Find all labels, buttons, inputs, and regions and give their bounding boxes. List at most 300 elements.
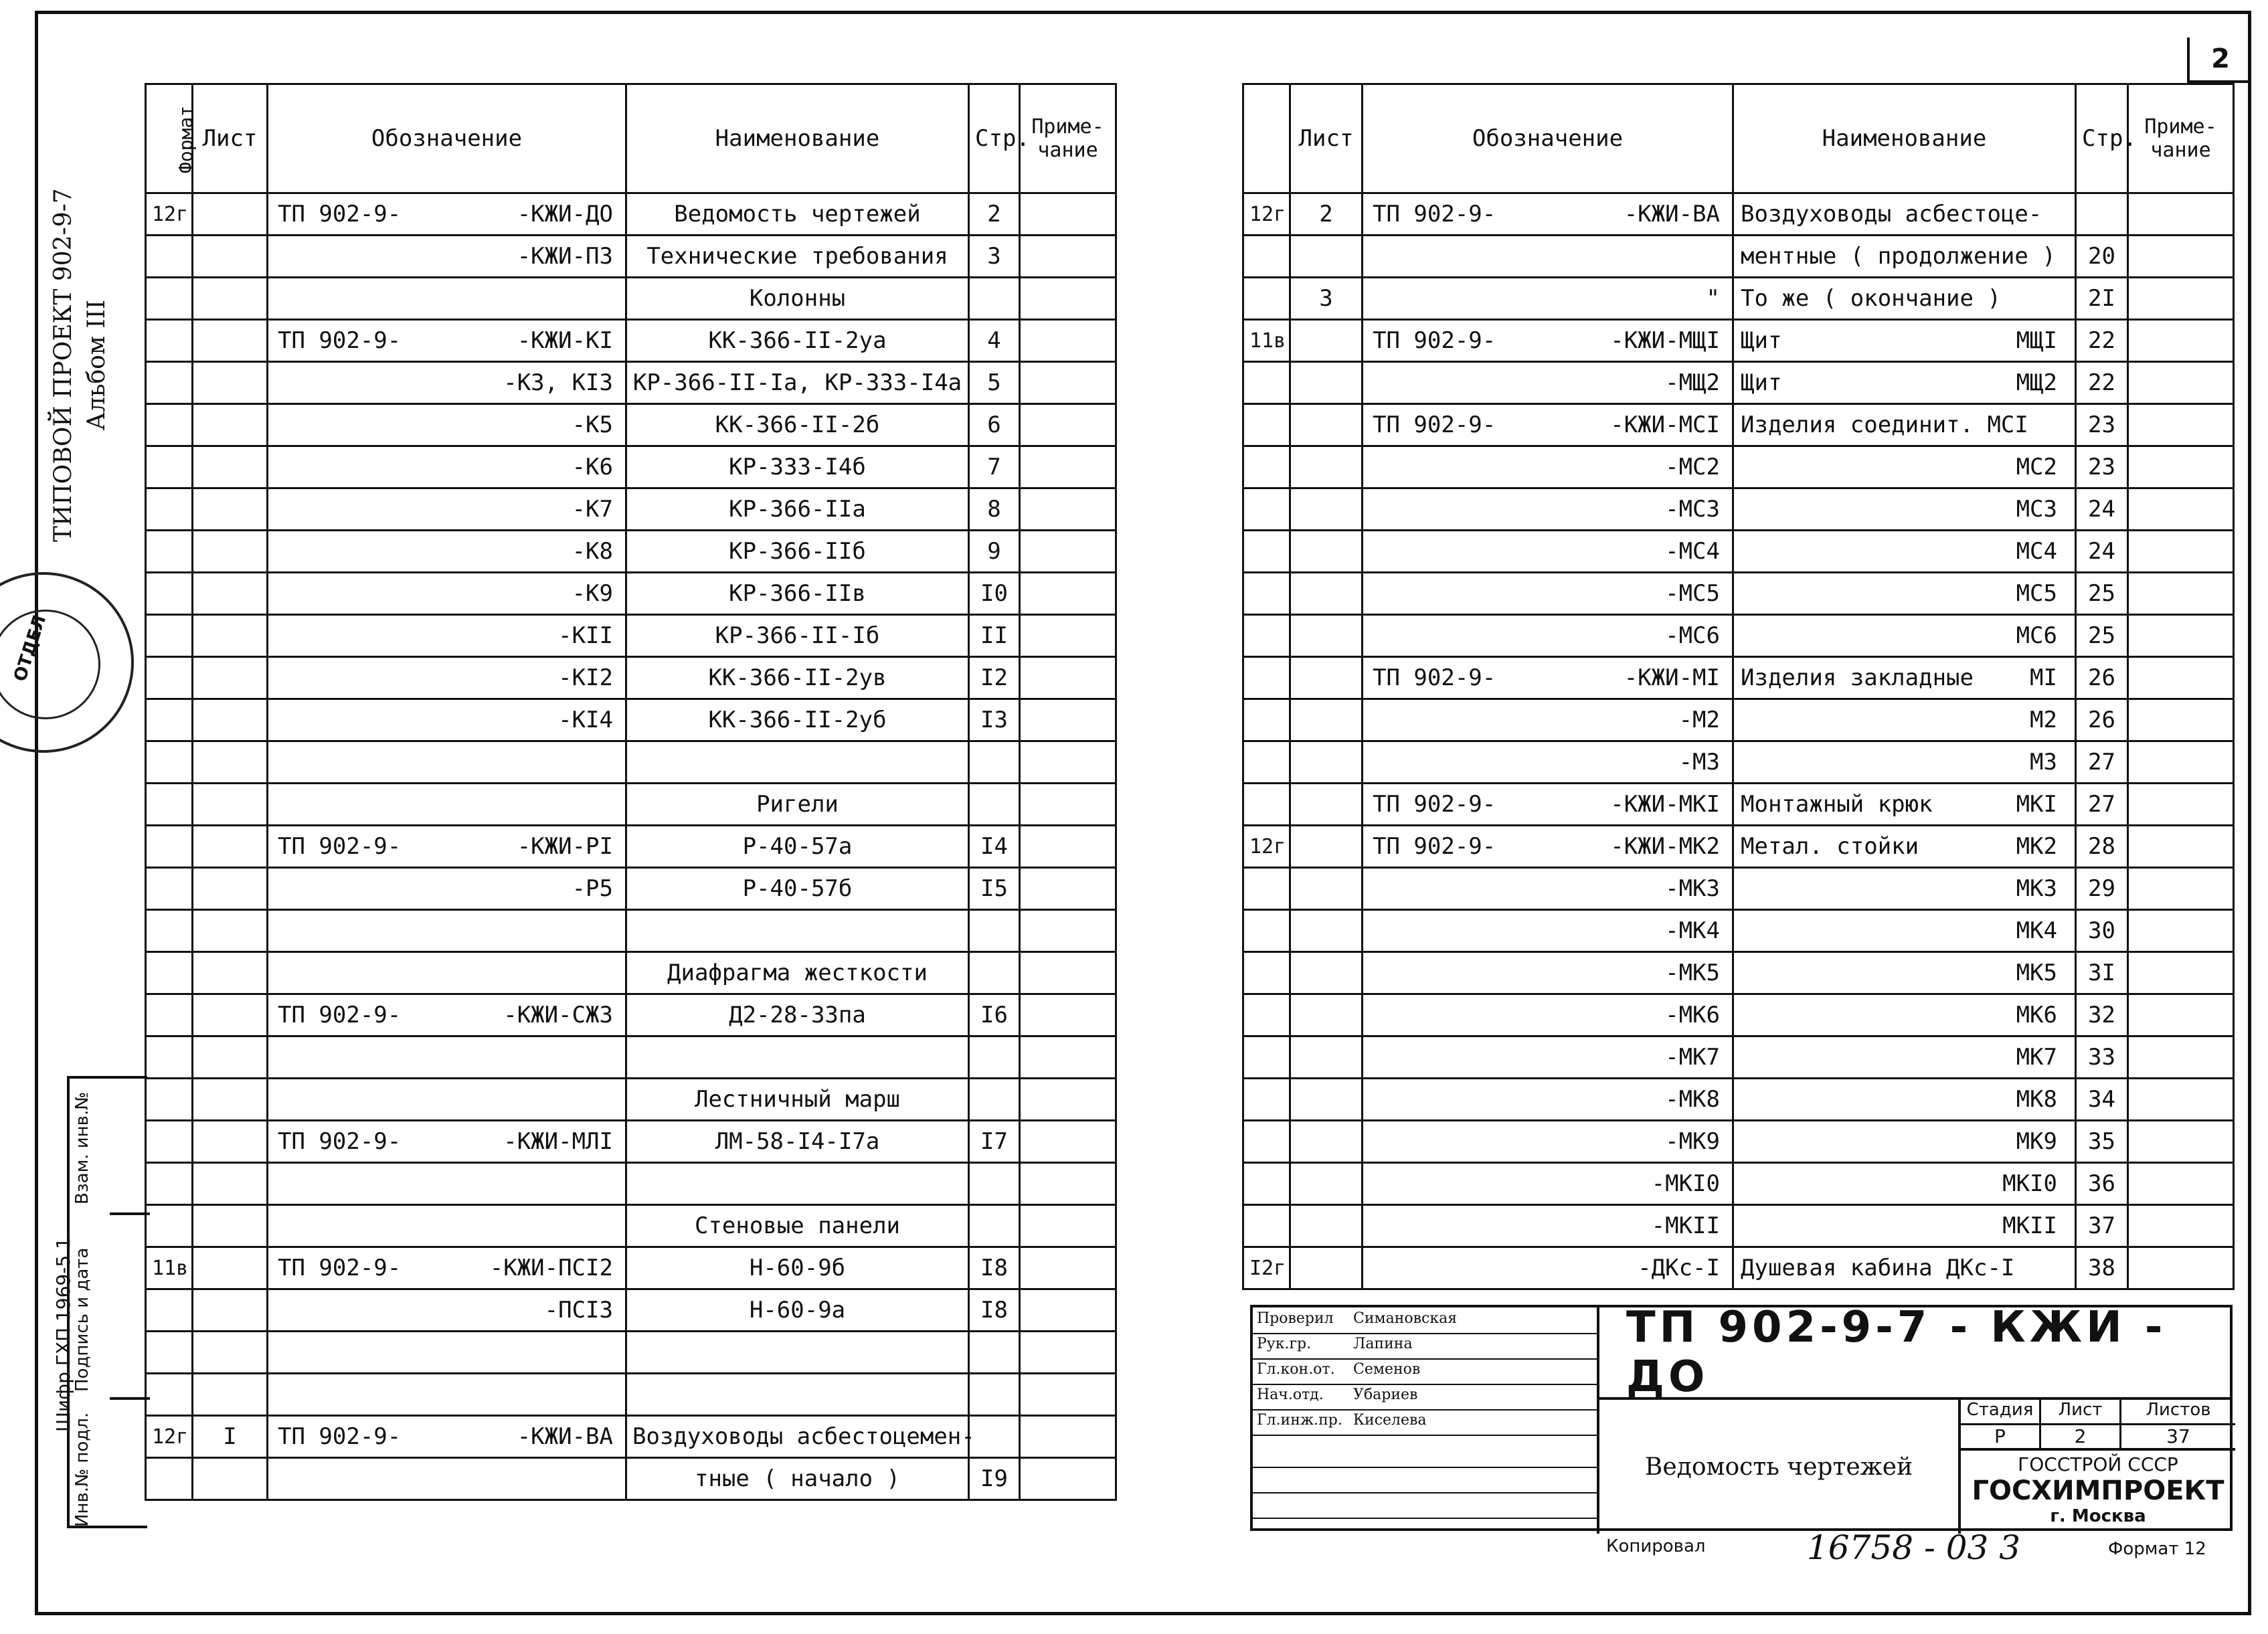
format-cell: I2г — [1243, 1247, 1290, 1289]
list-cell — [193, 320, 268, 362]
oboz-cell — [1363, 994, 1733, 1036]
note-cell — [1020, 1416, 1116, 1458]
note-cell — [2128, 1205, 2234, 1247]
table-row — [146, 278, 1116, 320]
format-cell: 12г — [146, 193, 193, 236]
list-cell — [1290, 657, 1363, 699]
list-cell — [1290, 1036, 1363, 1079]
table-row — [146, 1121, 1116, 1163]
oboz-header: Обозначение — [268, 84, 626, 193]
note-cell — [2128, 1247, 2234, 1289]
list-cell — [1290, 1205, 1363, 1247]
page-cell — [969, 278, 1020, 320]
page-cell: 28 — [2076, 826, 2128, 868]
note-cell — [1020, 657, 1116, 699]
page-cell: 26 — [2076, 657, 2128, 699]
table-row — [1243, 278, 2234, 320]
naim-text: Метал. стойки — [1741, 833, 1919, 860]
list-cell — [193, 1036, 268, 1079]
format-cell — [146, 1121, 193, 1163]
table-row — [1243, 615, 2234, 657]
format-cell — [1243, 573, 1290, 615]
format-cell — [1243, 741, 1290, 784]
oboz-cell — [1363, 868, 1733, 910]
format-cell — [146, 1374, 193, 1416]
signature-name: Убариев — [1353, 1386, 1418, 1403]
left-table — [145, 83, 1117, 1501]
naim-text: КР-366-IIв — [729, 580, 866, 607]
table-row — [146, 1079, 1116, 1121]
naim-mark: МС3 — [2016, 496, 2057, 523]
naim-text: Р-40-57б — [742, 875, 853, 902]
oboz-cell — [1363, 699, 1733, 741]
note-cell — [2128, 404, 2234, 446]
list-cell — [193, 952, 268, 994]
table-row — [1243, 404, 2234, 446]
left-header-row — [146, 84, 1116, 193]
page-cell: 25 — [2076, 573, 2128, 615]
naim-cell — [1733, 320, 2076, 362]
naim-text: Изделия закладные — [1741, 664, 1974, 691]
signature-name: Семенов — [1353, 1361, 1421, 1378]
oboz-cell — [268, 741, 626, 784]
note-cell — [1020, 741, 1116, 784]
list-cell — [193, 1458, 268, 1500]
oboz-cell — [1363, 741, 1733, 784]
list-header: Лист — [193, 84, 268, 193]
page-cell — [969, 1416, 1020, 1458]
naim-cell — [626, 1121, 969, 1163]
oboz-suffix: -КЖИ-МI — [1624, 664, 1720, 691]
note-cell — [1020, 446, 1116, 488]
list-cell: 2 — [1290, 193, 1363, 236]
signature-row — [1253, 1333, 1597, 1360]
format-cell — [1243, 868, 1290, 910]
page-cell: I4 — [969, 826, 1020, 868]
table-row — [1243, 868, 2234, 910]
organization — [1961, 1453, 2235, 1526]
side-title-line1: ТИПОВОЙ ПРОЕКТ 902-9-7 — [50, 188, 77, 542]
naim-mark: МI — [2030, 664, 2057, 691]
naim-cell — [626, 1163, 969, 1205]
format-cell — [1243, 1205, 1290, 1247]
naim-cell — [1733, 1121, 2076, 1163]
oboz-suffix: -КЖИ-МЛI — [503, 1128, 613, 1155]
oboz-cell — [268, 699, 626, 741]
naim-cell — [1733, 699, 2076, 741]
naim-text: Изделия соединит. МСI — [1741, 412, 2028, 438]
table-row — [1243, 657, 2234, 699]
format-cell — [146, 1458, 193, 1500]
naim-mark: МС6 — [2016, 622, 2057, 649]
list-cell — [193, 446, 268, 488]
oboz-suffix: -К6 — [572, 454, 613, 480]
note-cell — [1020, 1458, 1116, 1500]
oboz-cell — [1363, 193, 1733, 236]
naim-cell — [626, 1332, 969, 1374]
oboz-cell — [268, 362, 626, 404]
oboz-cell — [1363, 278, 1733, 320]
naim-cell — [1733, 531, 2076, 573]
table-row — [146, 615, 1116, 657]
list-cell — [1290, 362, 1363, 404]
naim-text: Душевая кабина ДКс-I — [1741, 1255, 2015, 1281]
list-cell — [193, 657, 268, 699]
oboz-cell — [268, 573, 626, 615]
signature-list — [1253, 1307, 1597, 1534]
note-cell — [1020, 193, 1116, 236]
oboz-cell — [1363, 488, 1733, 531]
listov-header: Листов — [2121, 1400, 2235, 1425]
naim-cell — [1733, 826, 2076, 868]
oboz-suffix: -КЖИ-ДО — [517, 201, 613, 228]
oboz-header: Обозначение — [1363, 84, 1733, 193]
format-cell — [146, 699, 193, 741]
naim-cell — [1733, 615, 2076, 657]
oboz-cell — [268, 1205, 626, 1247]
oboz-cell — [268, 826, 626, 868]
oboz-suffix: -КI4 — [558, 707, 613, 733]
right-header-row — [1243, 84, 2234, 193]
naim-text: Воздуховоды асбестоцемен- — [632, 1423, 975, 1450]
oboz-cell — [268, 1416, 626, 1458]
oboz-cell — [1363, 615, 1733, 657]
table-row — [1243, 1205, 2234, 1247]
naim-header: Наименование — [1733, 84, 2076, 193]
page-cell — [969, 952, 1020, 994]
naim-mark: МК4 — [2016, 917, 2057, 944]
note-cell — [1020, 1079, 1116, 1121]
note-cell — [2128, 741, 2234, 784]
naim-cell — [1733, 573, 2076, 615]
naim-text: КР-366-IIа — [729, 496, 866, 523]
naim-cell — [626, 1205, 969, 1247]
format-header — [1243, 84, 1290, 193]
naim-cell — [626, 615, 969, 657]
table-row — [146, 868, 1116, 910]
stamp-text: ОТДЕЛ — [10, 612, 51, 685]
kopiroval-label: Копировал — [1606, 1536, 1706, 1556]
naim-text: Н-60-9а — [749, 1297, 846, 1324]
page-cell — [969, 1374, 1020, 1416]
naim-cell — [626, 784, 969, 826]
note-cell — [2128, 362, 2234, 404]
oboz-suffix: -МС4 — [1665, 538, 1720, 565]
format-cell — [1243, 615, 1290, 657]
oboz-suffix: -М3 — [1678, 749, 1720, 776]
note-cell — [2128, 952, 2234, 994]
naim-text: КК-366-II-2б — [715, 412, 880, 438]
list-cell — [193, 362, 268, 404]
note-cell — [2128, 699, 2234, 741]
list-cell — [1290, 1079, 1363, 1121]
oboz-suffix: -К5 — [572, 412, 613, 438]
table-row — [1243, 741, 2234, 784]
format-cell — [1243, 404, 1290, 446]
table-row — [1243, 1163, 2234, 1205]
list-cell — [193, 404, 268, 446]
oboz-cell — [268, 488, 626, 531]
table-row — [1243, 193, 2234, 236]
table-row — [1243, 236, 2234, 278]
oboz-cell — [1363, 362, 1733, 404]
list-cell — [1290, 994, 1363, 1036]
oboz-suffix: -КЖИ-МКI — [1610, 791, 1720, 818]
stage-value: Р — [1961, 1425, 2041, 1451]
format-cell — [146, 1332, 193, 1374]
oboz-cell — [268, 531, 626, 573]
naim-text: ментные ( продолжение ) — [1741, 243, 2056, 270]
page-cell: 27 — [2076, 741, 2128, 784]
format-cell — [146, 657, 193, 699]
naim-mark: МКI0 — [2002, 1170, 2057, 1197]
list-cell — [193, 868, 268, 910]
naim-mark: МК3 — [2016, 875, 2057, 902]
oboz-suffix: -МС5 — [1665, 580, 1720, 607]
str-header: Стр. — [2076, 84, 2128, 193]
list-cell — [193, 1332, 268, 1374]
side-title-line2: Альбом III — [83, 300, 110, 431]
naim-text: Щит — [1741, 327, 1782, 354]
naim-cell — [626, 446, 969, 488]
page-cell: 33 — [2076, 1036, 2128, 1079]
page-cell: 34 — [2076, 1079, 2128, 1121]
table-row — [146, 826, 1116, 868]
format-cell — [146, 531, 193, 573]
page-cell: I9 — [969, 1458, 1020, 1500]
naim-text: Технические требования — [646, 243, 948, 270]
naim-cell — [1733, 278, 2076, 320]
note-cell — [1020, 826, 1116, 868]
note-cell — [1020, 994, 1116, 1036]
page-cell: 9 — [969, 531, 1020, 573]
format-cell — [146, 1036, 193, 1079]
format-cell — [1243, 1163, 1290, 1205]
naim-cell — [626, 193, 969, 236]
vzam-label: Взам. инв.№ — [72, 1091, 92, 1204]
list-cell — [1290, 236, 1363, 278]
naim-cell — [626, 1289, 969, 1332]
note-cell — [1020, 362, 1116, 404]
podpis-label: Подпись и дата — [72, 1247, 92, 1392]
format-cell — [146, 236, 193, 278]
inv-cell — [110, 1397, 150, 1531]
naim-cell — [1733, 868, 2076, 910]
format-cell — [1243, 278, 1290, 320]
list-cell — [1290, 784, 1363, 826]
page-cell: 4 — [969, 320, 1020, 362]
naim-cell — [626, 1247, 969, 1289]
oboz-cell — [268, 994, 626, 1036]
naim-text: тные ( начало ) — [694, 1465, 901, 1492]
page-cell: 22 — [2076, 362, 2128, 404]
title-block — [1250, 1305, 2233, 1531]
format-cell — [1243, 1079, 1290, 1121]
list-cell — [193, 1121, 268, 1163]
page-cell — [969, 741, 1020, 784]
signature-name: Лапина — [1353, 1336, 1413, 1352]
org-line1: ГОССТРОЙ СССР — [2018, 1453, 2178, 1475]
oboz-cell — [1363, 573, 1733, 615]
oboz-suffix: -МК6 — [1665, 1002, 1720, 1028]
naim-text: Диафрагма жесткости — [667, 960, 928, 986]
page-cell: I2 — [969, 657, 1020, 699]
page-cell — [969, 784, 1020, 826]
page-cell: I8 — [969, 1247, 1020, 1289]
oboz-cell — [268, 278, 626, 320]
format-cell — [1243, 699, 1290, 741]
page-cell: 25 — [2076, 615, 2128, 657]
naim-text: Д2-28-33па — [729, 1002, 866, 1028]
naim-text: КР-366-IIб — [729, 538, 866, 565]
oboz-cell — [268, 1079, 626, 1121]
naim-cell — [626, 741, 969, 784]
naim-text: Н-60-9б — [749, 1255, 846, 1281]
oboz-suffix: -КЖИ-ПСI2 — [489, 1255, 613, 1281]
note-cell — [1020, 1205, 1116, 1247]
page-cell: 29 — [2076, 868, 2128, 910]
list-cell — [193, 1374, 268, 1416]
naim-cell — [1733, 741, 2076, 784]
list-cell — [1290, 741, 1363, 784]
oboz-cell — [1363, 531, 1733, 573]
oboz-cell — [1363, 826, 1733, 868]
note-cell — [2128, 615, 2234, 657]
table-row — [146, 657, 1116, 699]
oboz-suffix: -Р5 — [572, 875, 613, 902]
note-cell — [2128, 994, 2234, 1036]
oboz-cell — [1363, 910, 1733, 952]
oboz-suffix: -МК5 — [1665, 960, 1720, 986]
oboz-cell — [1363, 657, 1733, 699]
page-cell: 30 — [2076, 910, 2128, 952]
naim-cell — [626, 278, 969, 320]
oboz-cell — [1363, 1205, 1733, 1247]
note-cell — [1020, 488, 1116, 531]
list-cell — [1290, 531, 1363, 573]
format-cell — [1243, 446, 1290, 488]
table-row — [1243, 446, 2234, 488]
right-table — [1242, 83, 2235, 1290]
format-cell — [146, 994, 193, 1036]
page-cell: 24 — [2076, 488, 2128, 531]
table-row — [146, 1374, 1116, 1416]
oboz-prefix: ТП 902-9- — [1373, 412, 1496, 438]
oboz-cell — [268, 784, 626, 826]
table-row — [1243, 1247, 2234, 1289]
table-row — [146, 1205, 1116, 1247]
page-cell: 35 — [2076, 1121, 2128, 1163]
oboz-suffix: -КЖИ-МЩI — [1610, 327, 1720, 354]
format-cell — [146, 910, 193, 952]
format-cell: 11в — [146, 1247, 193, 1289]
oboz-cell — [268, 404, 626, 446]
oboz-prefix: ТП 902-9- — [278, 1002, 402, 1028]
naim-cell — [1733, 952, 2076, 994]
naim-text: КР-366-II-Iб — [715, 622, 880, 649]
oboz-cell — [268, 1036, 626, 1079]
note-cell — [2128, 1121, 2234, 1163]
format-cell — [1243, 657, 1290, 699]
oboz-prefix: ТП 902-9- — [278, 1128, 402, 1155]
side-title — [47, 188, 114, 542]
naim-cell — [626, 994, 969, 1036]
document-title: Ведомость чертежей — [1597, 1400, 1958, 1534]
naim-cell — [626, 952, 969, 994]
signature-role: Рук.гр. — [1257, 1336, 1312, 1352]
note-cell — [2128, 784, 2234, 826]
table-row — [146, 236, 1116, 278]
oboz-cell — [268, 952, 626, 994]
note-cell — [1020, 1121, 1116, 1163]
table-row — [146, 1458, 1116, 1500]
oboz-cell — [268, 910, 626, 952]
table-row — [1243, 1079, 2234, 1121]
table-row — [1243, 699, 2234, 741]
oboz-cell — [1363, 784, 1733, 826]
oboz-cell — [1363, 1036, 1733, 1079]
page-number: 2 — [2187, 37, 2251, 83]
oboz-suffix: -К9 — [572, 580, 613, 607]
format-cell — [146, 573, 193, 615]
list-value: 2 — [2041, 1425, 2121, 1451]
oboz-suffix: -МЩ2 — [1665, 369, 1720, 396]
naim-text: Колонны — [749, 285, 846, 312]
page-cell: 36 — [2076, 1163, 2128, 1205]
naim-cell — [1733, 404, 2076, 446]
format-cell — [1243, 952, 1290, 994]
table-row — [1243, 952, 2234, 994]
oboz-cell — [268, 615, 626, 657]
oboz-cell — [1363, 236, 1733, 278]
page-cell: 3 — [969, 236, 1020, 278]
note-cell — [2128, 278, 2234, 320]
oboz-suffix: -К8 — [572, 538, 613, 565]
note-cell — [2128, 573, 2234, 615]
list-cell — [193, 1247, 268, 1289]
table-row — [146, 1163, 1116, 1205]
naim-mark: МС4 — [2016, 538, 2057, 565]
oboz-cell — [268, 1247, 626, 1289]
page-cell: 37 — [2076, 1205, 2128, 1247]
oboz-suffix: -КЖИ-ВА — [1624, 201, 1720, 228]
list-cell — [1290, 910, 1363, 952]
list-cell — [1290, 320, 1363, 362]
note-cell — [2128, 1079, 2234, 1121]
note-cell — [1020, 320, 1116, 362]
signature-role: Гл.кон.от. — [1257, 1361, 1335, 1378]
naim-cell — [626, 488, 969, 531]
oboz-suffix: -МС6 — [1665, 622, 1720, 649]
naim-mark: МКI — [2016, 791, 2057, 818]
note-cell — [2128, 657, 2234, 699]
note-cell — [1020, 531, 1116, 573]
list-cell — [1290, 699, 1363, 741]
table-row — [1243, 1121, 2234, 1163]
naim-mark: МС5 — [2016, 580, 2057, 607]
naim-text: ЛМ-58-I4-I7а — [715, 1128, 880, 1155]
naim-cell — [626, 320, 969, 362]
oboz-suffix: -КI2 — [558, 664, 613, 691]
list-cell — [193, 994, 268, 1036]
naim-text: Щит — [1741, 369, 1782, 396]
oboz-suffix: -КЖИ-КI — [517, 327, 613, 354]
table-row — [146, 1036, 1116, 1079]
oboz-suffix: -КЖИ-РI — [517, 833, 613, 860]
naim-cell — [1733, 1036, 2076, 1079]
naim-cell — [626, 573, 969, 615]
naim-mark: МК5 — [2016, 960, 2057, 986]
